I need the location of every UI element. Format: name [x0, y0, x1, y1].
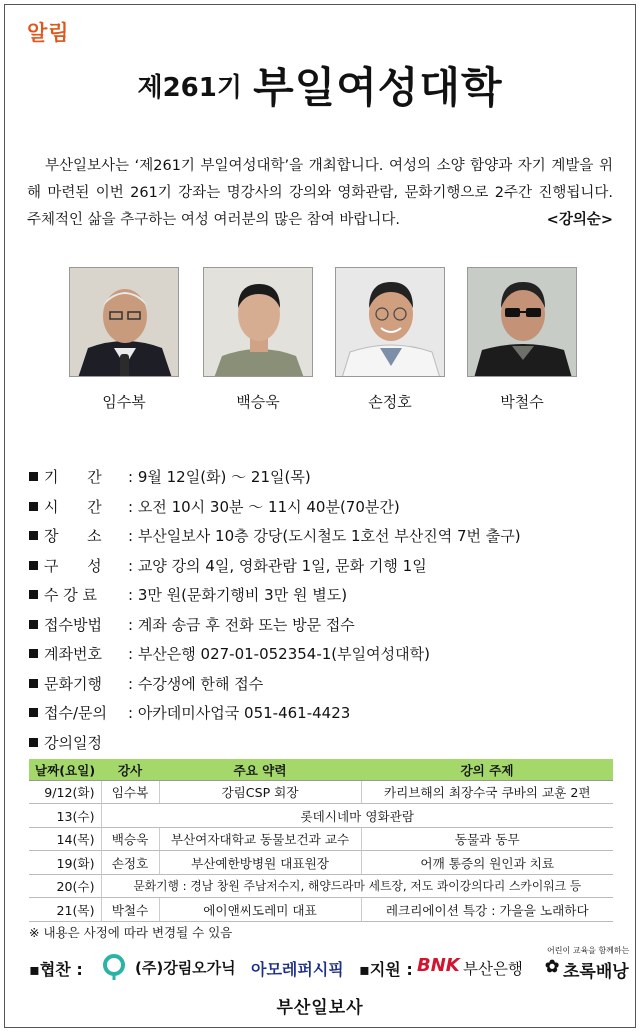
lecturer-photo-3	[335, 267, 445, 377]
schedule-table	[29, 759, 613, 922]
lecture-order-note: <강의순>	[546, 212, 613, 228]
ring-logo-icon	[101, 953, 127, 981]
bullet-icon	[29, 679, 38, 688]
notice-page	[4, 4, 636, 1028]
bnk-logo: BNK	[417, 955, 460, 976]
lecturer-photo-4	[467, 267, 577, 377]
bullet-icon	[29, 502, 38, 511]
intro-text: 부산일보사는 ‘제261기 부일여성대학’을 개최합니다. 여성의 소양 함양과 자기 계발을 위해 마련된 이번 261기 강좌는 명강사의 강의와 영화관람, 문화기행으로 2주간 진행됩니다. 주체적인 삶을 추구하는 여성 여러분의 많은 참여 바랍니다.	[27, 158, 613, 228]
table-row: 21(목) 박철수 에이앤씨도레미 대표 레크리에이션 특강 : 가을을 노래하다	[29, 898, 613, 922]
lecturer-photo-2	[203, 267, 313, 377]
table-row: 13(수) 롯데시네마 영화관람	[29, 804, 613, 828]
sponsors-bar	[29, 946, 630, 985]
info-list	[29, 463, 521, 758]
cosponsor-label: ▪협찬 :	[29, 960, 83, 979]
chorok-name: 초록배낭	[563, 962, 629, 982]
info-place: 장 소 : 부산일보사 10층 강당(도시철도 1호선 부산진역 7번 출구)	[29, 522, 521, 552]
info-schedule-heading: 강의일정	[29, 729, 521, 759]
info-composition: 구 성 : 교양 강의 4일, 영화관람 1일, 문화 기행 1일	[29, 552, 521, 582]
title-prefix: 제261기	[137, 72, 242, 103]
info-trip: 문화기행 : 수강생에 한해 접수	[29, 670, 521, 700]
lecturer-name: 임수복	[102, 393, 146, 411]
cosponsor-amore: 아모레퍼시픽	[251, 960, 344, 979]
lecturer-card	[467, 267, 577, 412]
intro-paragraph	[27, 153, 613, 234]
lecturer-card	[335, 267, 445, 412]
title-main: 부일여성대학	[253, 63, 503, 112]
lecturer-name: 손정호	[368, 393, 412, 411]
notice-label: 알림	[27, 21, 70, 45]
bullet-icon	[29, 649, 38, 658]
cosponsor-kangrim: (주)강림오가닉	[135, 959, 236, 977]
info-period: 기 간 : 9월 12일(화) ～ 21일(목)	[29, 463, 521, 493]
lecturer-name: 백승욱	[236, 393, 280, 411]
publisher-name: 부산일보사	[276, 998, 364, 1018]
table-row: 20(수) 문화기행 : 경남 창원 주남저수지, 해양드라마 세트장, 저도 콰이강의다리 스카이워크 등	[29, 874, 613, 898]
bullet-icon	[29, 708, 38, 717]
lecturer-card	[69, 267, 179, 412]
header-lecturer: 강사	[101, 759, 159, 780]
info-time: 시 간 : 오전 10시 30분 ～ 11시 40분(70분간)	[29, 493, 521, 523]
bullet-icon	[29, 590, 38, 599]
chorok-tagline: 어린이 교육을 함께하는	[547, 946, 630, 955]
bullet-icon	[29, 561, 38, 570]
info-account: 계좌번호 : 부산은행 027-01-052354-1(부일여성대학)	[29, 640, 521, 670]
bank-name: 부산은행	[463, 960, 523, 978]
lecturer-card	[203, 267, 313, 412]
table-row: 19(화) 손정호 부산예한방병원 대표원장 어깨 통증의 원인과 치료	[29, 851, 613, 875]
table-row: 14(목) 백승욱 부산여자대학교 동물보건과 교수 동물과 동무	[29, 827, 613, 851]
change-notice: ※ 내용은 사정에 따라 변경될 수 있음	[29, 925, 233, 940]
bullet-icon	[29, 472, 38, 481]
table-row: 9/12(화) 임수복 강림CSP 회장 카리브해의 최장수국 쿠바의 교훈 2편	[29, 780, 613, 804]
header-topic: 강의 주제	[361, 759, 613, 780]
support-label: ▪지원 :	[359, 960, 413, 979]
chorok-logo-icon: ✿	[545, 957, 560, 977]
info-registration: 접수방법 : 계좌 송금 후 전화 또는 방문 접수	[29, 611, 521, 641]
info-fee: 수 강 료 : 3만 원(문화기행비 3만 원 별도)	[29, 581, 521, 611]
header-career: 주요 약력	[159, 759, 361, 780]
schedule-header-row	[29, 759, 613, 780]
page-title	[5, 55, 635, 115]
lecturer-name: 박철수	[500, 393, 544, 411]
info-contact: 접수/문의 : 아카데미사업국 051-461-4423	[29, 699, 521, 729]
lecturer-photo-1	[69, 267, 179, 377]
lecturer-photos	[69, 267, 589, 437]
bullet-icon	[29, 531, 38, 540]
header-date: 날짜(요일)	[29, 759, 101, 780]
bullet-icon	[29, 620, 38, 629]
bullet-icon	[29, 738, 38, 747]
